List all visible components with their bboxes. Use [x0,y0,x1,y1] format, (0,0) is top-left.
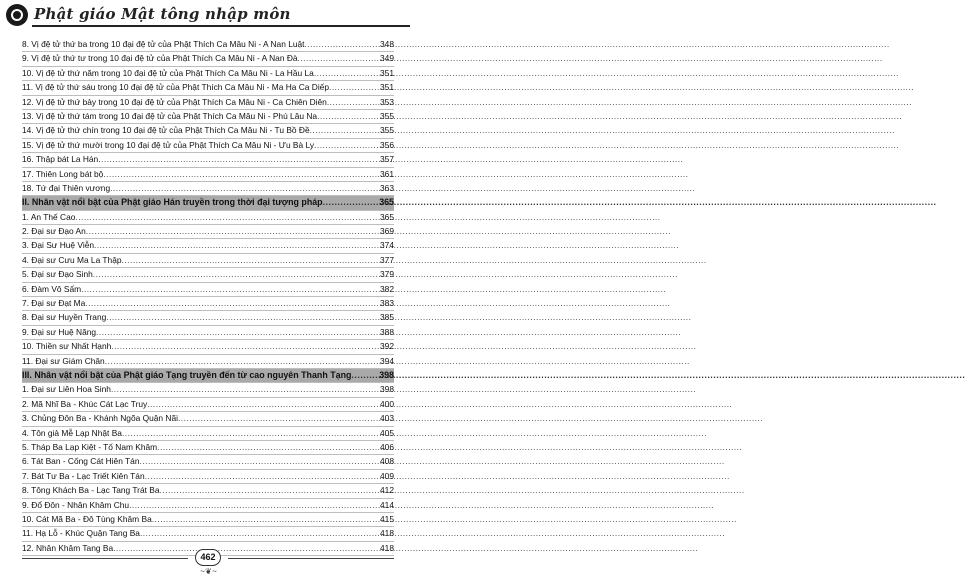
toc-entry [22,139,394,153]
toc-entry-title: 6. Đàm Vô Sấm [22,283,82,294]
toc-entry-page: 415 [380,513,394,524]
toc-dot-leader [85,297,379,310]
toc-entry-title: II. Nhân vật nổi bật của Phật giáo Hán truyền trong thời đại tượng pháp [22,197,323,208]
footer-rule-right [228,558,394,559]
toc-entry-page: 382 [380,283,394,294]
toc-dot-leader [103,168,379,181]
toc-entry-title: 1. An Thế Cao [22,211,76,222]
toc-entry [22,355,394,369]
book-title: Phật giáo Mật tông nhập môn [34,5,291,23]
toc-entry-title: 3. Chủng Đôn Ba - Khánh Ngõa Quận Nãi [22,413,178,424]
toc-entry-page: 357 [380,154,394,165]
toc-entry-page: 355 [380,125,394,136]
toc-dot-leader [147,398,379,411]
toc-entry-title: 9. Đại sư Huệ Năng [22,326,97,337]
toc-entry-title: 11. Vị đệ tử thứ sáu trong 10 đại đệ tử của Phật Thích Ca Mâu Ni - Ma Ha Ca Diếp [22,82,329,93]
toc-entry [22,412,394,426]
toc-entry-title: 8. Vị đệ tử thứ ba trong 10 đại đệ tử của Phật Thích Ca Mâu Ni - A Nan Luật [22,39,305,49]
toc-entry-page: 408 [380,456,394,467]
toc-entry [22,67,394,81]
toc-entry [22,268,394,282]
toc-entry [22,427,394,441]
toc-entry [22,326,394,340]
toc-entry [22,168,394,182]
toc-entry-title: 9. Đổ Đôn - Nhân Khâm Chu [22,499,130,510]
toc-entry-page: 398 [379,369,394,380]
dharma-wheel-logo-icon [6,4,28,26]
toc-dot-leader [314,67,379,80]
toc-entry-page: 348 [380,39,394,49]
toc-dot-leader [129,499,379,512]
toc-entry-title: 18. Tứ đại Thiên vương [22,182,111,193]
toc-dot-leader [94,239,379,252]
toc-entry [22,153,394,167]
toc-entry-title: 14. Vị đệ tử thứ chín trong 10 đại đệ tử của Phật Thích Ca Mâu Ni - Tu Bồ Đề [22,125,310,136]
toc-entry [22,239,394,253]
toc-entry-page: 349 [380,53,394,64]
toc-entry-title: 16. Thập bát La Hán [22,154,99,165]
toc-entry [22,283,394,297]
toc-entry-page: 394 [380,355,394,366]
toc-dot-leader [314,139,379,152]
toc-dot-leader [351,369,378,382]
toc-dot-leader [160,484,380,497]
toc-entry-page: 398 [380,384,394,395]
toc-entry-page: 403 [380,413,394,424]
toc-entry-title: 3. Đại Sư Huệ Viễn [22,240,95,251]
page-header [6,4,410,26]
toc-entry [22,52,394,66]
toc-entry [22,38,394,52]
toc-entry-page: 388 [380,326,394,337]
toc-entry [22,441,394,455]
toc-entry-page: 392 [380,341,394,352]
page-number: 462 [195,549,221,566]
toc-entry [22,254,394,268]
toc-entry-page: 377 [380,254,394,265]
toc-entry-title: 15. Vị đệ tử thứ mười trong 10 đại đệ tử của Phật Thích Ca Mâu Ni - Ưu Bà Ly [22,139,315,150]
toc-entry [22,182,394,196]
toc-entry-title: 7. Bát Tư Ba - Lạc Triết Kiên Tán [22,470,145,481]
toc-entry [22,527,394,541]
toc-entry-page: 406 [380,441,394,452]
toc-entry-page: 351 [380,67,394,78]
toc-entry-title: 13. Vị đệ tử thứ tám trong 10 đại đệ tử của Phật Thích Ca Mâu Ni - Phú Lâu Na [22,110,318,121]
toc-entry-title: 2. Mã Nhĩ Ba - Khúc Cát Lạc Truy [22,398,148,409]
toc-entry-title: 1. Đại sư Liên Hoa Sinh [22,384,111,395]
toc-entry [22,340,394,354]
toc-entry [22,499,394,513]
toc-dot-leader [145,470,379,483]
toc-entry [22,311,394,325]
toc-entry-title: 2. Đại sư Đạo An [22,226,86,237]
toc-entry-page: 405 [380,427,394,438]
toc-dot-leader [139,455,379,468]
toc-dot-leader [310,124,379,137]
toc-entry-title: 4. Tôn giả Mễ Lạp Nhật Ba [22,427,122,438]
page-footer [0,548,416,578]
toc-dot-leader [75,211,379,224]
toc-entry [22,110,394,124]
toc-entry [22,455,394,469]
toc-dot-leader [140,527,379,540]
header-rule [32,25,410,27]
toc-dot-leader [106,311,379,324]
toc-entry [22,225,394,239]
toc-entry-title: 9. Vị đệ tử thứ tư trong 10 đại đệ tử của Phật Thích Ca Mâu Ni - A Nan Đà [22,53,298,64]
toc-dot-leader [157,441,379,454]
toc-entry-page: 400 [380,398,394,409]
toc-dot-leader [96,326,379,339]
toc-dot-leader [317,110,379,123]
toc-dot-leader [98,153,379,166]
toc-entry-title: 11. Hạ Lỗ - Khúc Quận Tang Ba [22,528,140,539]
toc-entry-page: 409 [380,470,394,481]
toc-entry [22,81,394,95]
toc-entry-page: 374 [380,240,394,251]
toc-dot-leader [110,182,379,195]
toc-entry-page: 418 [380,542,394,553]
toc-entry [22,96,394,110]
toc-entry-page: 355 [380,110,394,121]
toc-entry-page: 351 [380,82,394,93]
toc-entry-page: 365 [380,211,394,222]
toc-entry-title: 12. Vị đệ tử thứ bảy trong 10 đại đệ tử của Phật Thích Ca Mâu Ni - Ca Chiên Diên [22,96,327,107]
toc-entry-title: 8. Tông Khách Ba - Lạc Tang Trát Ba [22,485,160,496]
toc-entry-page: 363 [380,182,394,193]
toc-dot-leader [81,283,379,296]
toc-dot-leader [152,513,379,526]
toc-entry-page: 353 [380,96,394,107]
toc-dot-leader [298,52,379,65]
toc-entry [22,470,394,484]
toc-entry-title: 4. Đại sư Cưu Ma La Thập [22,254,122,265]
toc-dot-leader [329,81,379,94]
toc-section-heading [22,369,394,383]
toc-entry-title: 12. Nhân Khâm Tang Ba [22,542,114,553]
toc-entry-title: III. Nhân vật nổi bật của Phật giáo Tạng truyền đến từ cao nguyên Thanh Tạng [22,369,352,380]
toc-dot-leader [86,225,379,238]
toc-dot-leader [323,196,379,209]
toc-entry [22,484,394,498]
toc-entry-page: 385 [380,312,394,323]
toc-entry-page: 361 [380,168,394,179]
toc-entry-title: 10. Cát Mã Ba - Đô Tùng Khâm Ba [22,513,152,524]
toc-entry-page: 412 [380,485,394,496]
toc-dot-leader [122,427,379,440]
toc-entry-title: 5. Tháp Ba Lạp Kiệt - Tố Nam Khâm [22,441,158,452]
toc-entry-page: 414 [380,499,394,510]
toc-entry-page: 369 [380,226,394,237]
toc-dot-leader [122,254,380,267]
toc-dot-leader [305,38,380,51]
toc-dot-leader [178,412,379,425]
toc-section-heading [22,196,394,210]
toc-entry [22,211,394,225]
toc-entry [22,297,394,311]
footer-ornament-icon: ~ ❦ ~ [200,567,216,576]
toc-dot-leader [111,383,379,396]
toc-dot-leader [105,355,379,368]
toc-entry-page: 356 [380,139,394,150]
toc-entry-title: 17. Thiên Long bát bộ [22,168,104,179]
footer-rule-left [22,558,188,559]
toc-entry-title: 11. Đại sư Giám Chân [22,355,105,366]
toc-entry-title: 10. Vị đệ tử thứ năm trong 10 đại đệ tử của Phật Thích Ca Mâu Ni - La Hầu La [22,67,314,78]
toc-entry-title: 8. Đại sư Huyền Trang [22,312,107,323]
toc-entry-page: 383 [380,298,394,309]
toc-dot-leader [111,340,379,353]
toc-entry [22,124,394,138]
toc-entry-page: 379 [380,269,394,280]
toc-entry-title: 6. Tát Ban - Cống Cát Hiên Tán [22,456,140,467]
toc-entry-page: 418 [380,528,394,539]
toc-entry [22,398,394,412]
table-of-contents [22,38,394,556]
toc-entry-page: 365 [379,197,394,208]
toc-entry-title: 7. Đại sư Đạt Ma [22,298,86,309]
toc-entry [22,513,394,527]
toc-dot-leader [327,96,379,109]
toc-dot-leader [93,268,379,281]
toc-entry-title: 10. Thiền sư Nhất Hạnh [22,341,112,352]
toc-entry [22,383,394,397]
toc-entry-title: 5. Đại sư Đạo Sinh [22,269,93,280]
